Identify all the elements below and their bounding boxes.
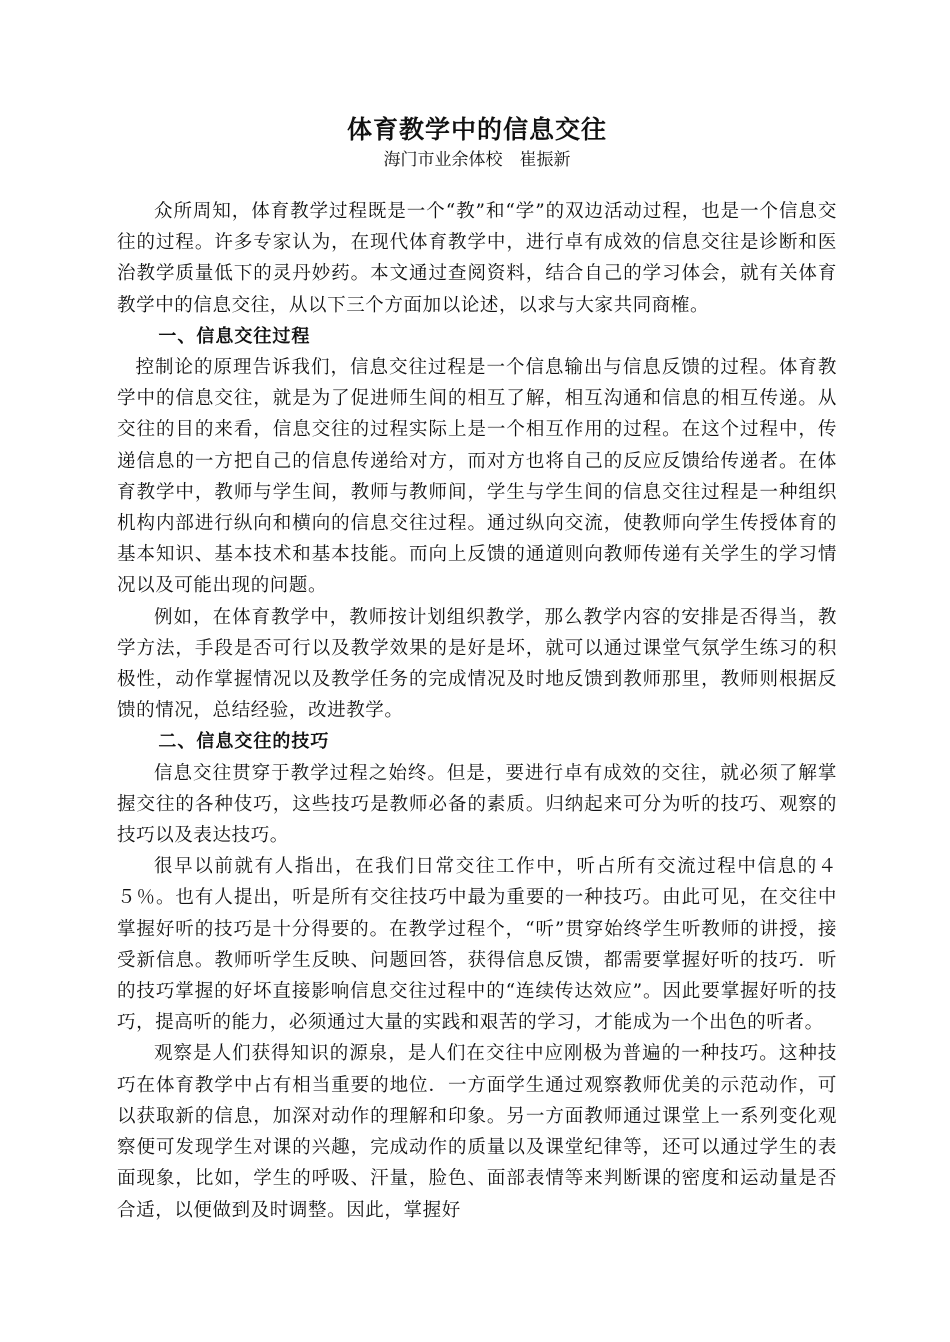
section-heading-2: 二、信息交往的技巧 xyxy=(158,731,330,753)
section-heading-1: 一、信息交往过程 xyxy=(158,325,311,347)
section1-paragraph-1: 控制论的原理告诉我们，信息交往过程是一个信息输出与信息反馈的过程。体育教学中的信息交往，就是为了促进师生间的相互了解，相互沟通和信息的相互传递。从交往的目的来看，信息交往的过程实际上是一个相互作用的过程。在这个过程中，传递信息的一方把自己的信息传递给对方，而对方也将自己的反应反馈给传递者。在体育教学中，教师与学生间，教师与教师间，学生与学生间的信息交往过程是一种组织机构内部进行纵向和横向的信息交往过程。通过纵向交流，使教师向学生传授体育的基本知识、基本技术和基本技能。而向上反馈的通道则向教师传递有关学生的学习情况以及可能出现的问题。 xyxy=(117,357,837,597)
document-title: 体育教学中的信息交往 xyxy=(346,115,607,144)
section2-paragraph-3: 观察是人们获得知识的源泉，是人们在交往中应刚极为普遍的一种技巧。这种技巧在体育教学中占有相当重要的地位．一方面学生通过观察教师优美的示范动作，可以获取新的信息，加深对动作的理解和印象。另一方面教师通过课堂上一系列变化观察便可发现学生对课的兴趣，完成动作的质量以及课堂纪律等，还可以通过学生的表面现象，比如，学生的呼吸、汗量，脸色、面部表情等来判断课的密度和运动量是否合适，以便做到及时调整。因此，掌握好 xyxy=(117,1043,837,1221)
intro-paragraph: 众所周知，体育教学过程既是一个“教”和“学”的双边活动过程，也是一个信息交往的过程。许多专家认为，在现代体育教学中，进行卓有成效的信息交往是诊断和医治教学质量低下的灵丹妙药。本文通过查阅资料，结合自己的学习体会，就有关体育教学中的信息交往，从以下三个方面加以论述，以求与大家共同商榷。 xyxy=(117,201,837,316)
author-byline: 海门市业余体校 崔振新 xyxy=(383,150,571,170)
section2-paragraph-1: 信息交往贯穿于教学过程之始终。但是，要进行卓有成效的交往，就必须了解掌握交往的各种伎巧，这些技巧是教师必备的素质。归纳起来可分为听的技巧、观察的技巧以及表达技巧。 xyxy=(117,762,837,847)
section1-paragraph-2: 例如，在体育教学中，教师按计划组织教学，那么教学内容的安排是否得当，教学方法，手段是否可行以及教学效果的是好是坏，就可以通过课堂气氛学生练习的积极性，动作掌握情况以及教学任务的完成情况及时地反馈到教师那里，教师则根据反馈的情况，总结经验，改进教学。 xyxy=(117,606,837,722)
section2-paragraph-2: 很早以前就有人指出，在我们日常交往工作中，听占所有交流过程中信息的４５％。也有人提出，听是所有交往技巧中最为重要的一种技巧。由此可见，在交往中掌握好听的技巧是十分得要的。在教学过程个，“听”贯穿始终学生听教师的讲授，接受新信息。教师听学生反映、问题回答，获得信息反馈，都需要掌握好听的技巧．听的技巧掌握的好坏直接影响信息交往过程中的“连续传达效应”。因此要掌握好听的技巧，提高听的能力，必须通过大量的实践和艰苦的学习，才能成为一个出色的听者。 xyxy=(117,856,837,1034)
document-page xyxy=(117,112,837,1226)
